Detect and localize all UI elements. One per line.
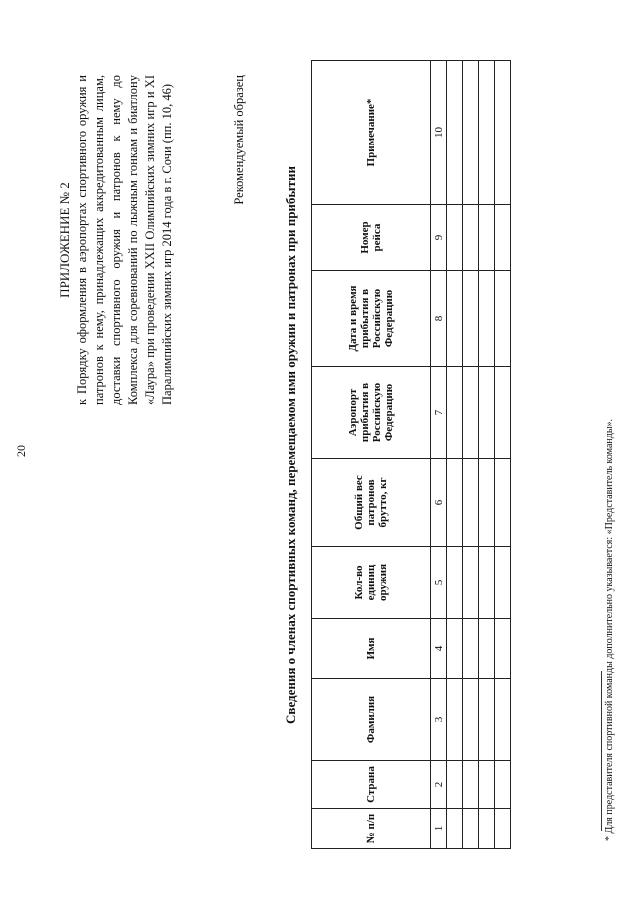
table-cell: [479, 619, 495, 679]
table-cell: [463, 761, 479, 809]
table-cell: [479, 205, 495, 271]
table-row: [447, 61, 463, 849]
table-cell: [447, 61, 463, 205]
table-cell: [463, 679, 479, 761]
table-row: [463, 61, 479, 849]
table-cell: [495, 271, 511, 367]
col-header-arrival-datetime: Дата и время прибытия в Российскую Федерацию: [312, 271, 431, 367]
column-number: 5: [431, 547, 447, 619]
arrival-table: [311, 60, 511, 849]
table-cell: [463, 459, 479, 547]
page-number: 20: [14, 445, 28, 457]
col-header-country: Страна: [312, 761, 431, 809]
table-cell: [463, 271, 479, 367]
table-cell: [479, 547, 495, 619]
table-cell: [495, 619, 511, 679]
table-cell: [495, 367, 511, 459]
col-header-number: № п/п: [312, 809, 431, 849]
sample-note: Рекомендуемый образец: [232, 75, 246, 205]
col-header-cartridge-weight: Общий вес патронов брутто, кг: [312, 459, 431, 547]
column-number: 4: [431, 619, 447, 679]
col-header-note: Примечание*: [312, 61, 431, 205]
table-cell: [479, 61, 495, 205]
appendix-text: к Порядку оформления в аэропортах спортивного оружия и патронов к нему, принадлежащих аккредитованным лицам, доставки спортивного оружия и патронов к нему до Комплекса для соревнований по лыжным гонкам и биатлону «Лаура» при проведении XXII Олимпийских зимних игр и XI Паралимпийских зимних игр 2014 года в г. Сочи (пп. 10, 46): [75, 75, 174, 405]
column-number: 9: [431, 205, 447, 271]
table-cell: [463, 809, 479, 849]
table-row: [495, 61, 511, 849]
table-cell: [463, 205, 479, 271]
table-cell: [447, 679, 463, 761]
table-cell: [463, 619, 479, 679]
appendix-title: ПРИЛОЖЕНИЕ № 2: [57, 182, 72, 298]
table-cell: [463, 367, 479, 459]
col-header-arrival-airport: Аэропорт прибытия в Российскую Федерацию: [312, 367, 431, 459]
table-cell: [447, 619, 463, 679]
column-number: 6: [431, 459, 447, 547]
column-number: 7: [431, 367, 447, 459]
table-cell: [447, 367, 463, 459]
column-number: 1: [431, 809, 447, 849]
col-header-name: Имя: [312, 619, 431, 679]
table-cell: [447, 809, 463, 849]
footnote-divider: [601, 671, 602, 831]
table-title: Сведения о членах спортивных команд, перемещаемом ими оружии и патронах при прибытии: [283, 166, 298, 724]
table-cell: [447, 459, 463, 547]
footnote: * Для представителя спортивной команды дополнительно указывается: «Представитель команды».: [604, 418, 615, 841]
table-cell: [463, 61, 479, 205]
table-cell: [495, 679, 511, 761]
table-cell: [495, 761, 511, 809]
table-cell: [479, 809, 495, 849]
table-cell: [447, 547, 463, 619]
table-cell: [495, 61, 511, 205]
table-cell: [479, 679, 495, 761]
table-header-row: [312, 61, 431, 849]
table-cell: [495, 205, 511, 271]
column-number: 8: [431, 271, 447, 367]
table-cell: [479, 271, 495, 367]
col-header-weapon-count: Кол-во единиц оружия: [312, 547, 431, 619]
table-cell: [495, 809, 511, 849]
table-cell: [479, 761, 495, 809]
table-cell: [447, 205, 463, 271]
table-row: [479, 61, 495, 849]
table-cell: [495, 459, 511, 547]
column-number: 10: [431, 61, 447, 205]
table-cell: [479, 459, 495, 547]
column-number: 2: [431, 761, 447, 809]
table-cell: [463, 547, 479, 619]
table-cell: [495, 547, 511, 619]
col-header-flight-number: Номер рейса: [312, 205, 431, 271]
column-number-row: [431, 61, 447, 849]
table-cell: [447, 271, 463, 367]
table-cell: [479, 367, 495, 459]
table-cell: [447, 761, 463, 809]
col-header-surname: Фамилия: [312, 679, 431, 761]
column-number: 3: [431, 679, 447, 761]
appendix-block: [56, 75, 176, 405]
